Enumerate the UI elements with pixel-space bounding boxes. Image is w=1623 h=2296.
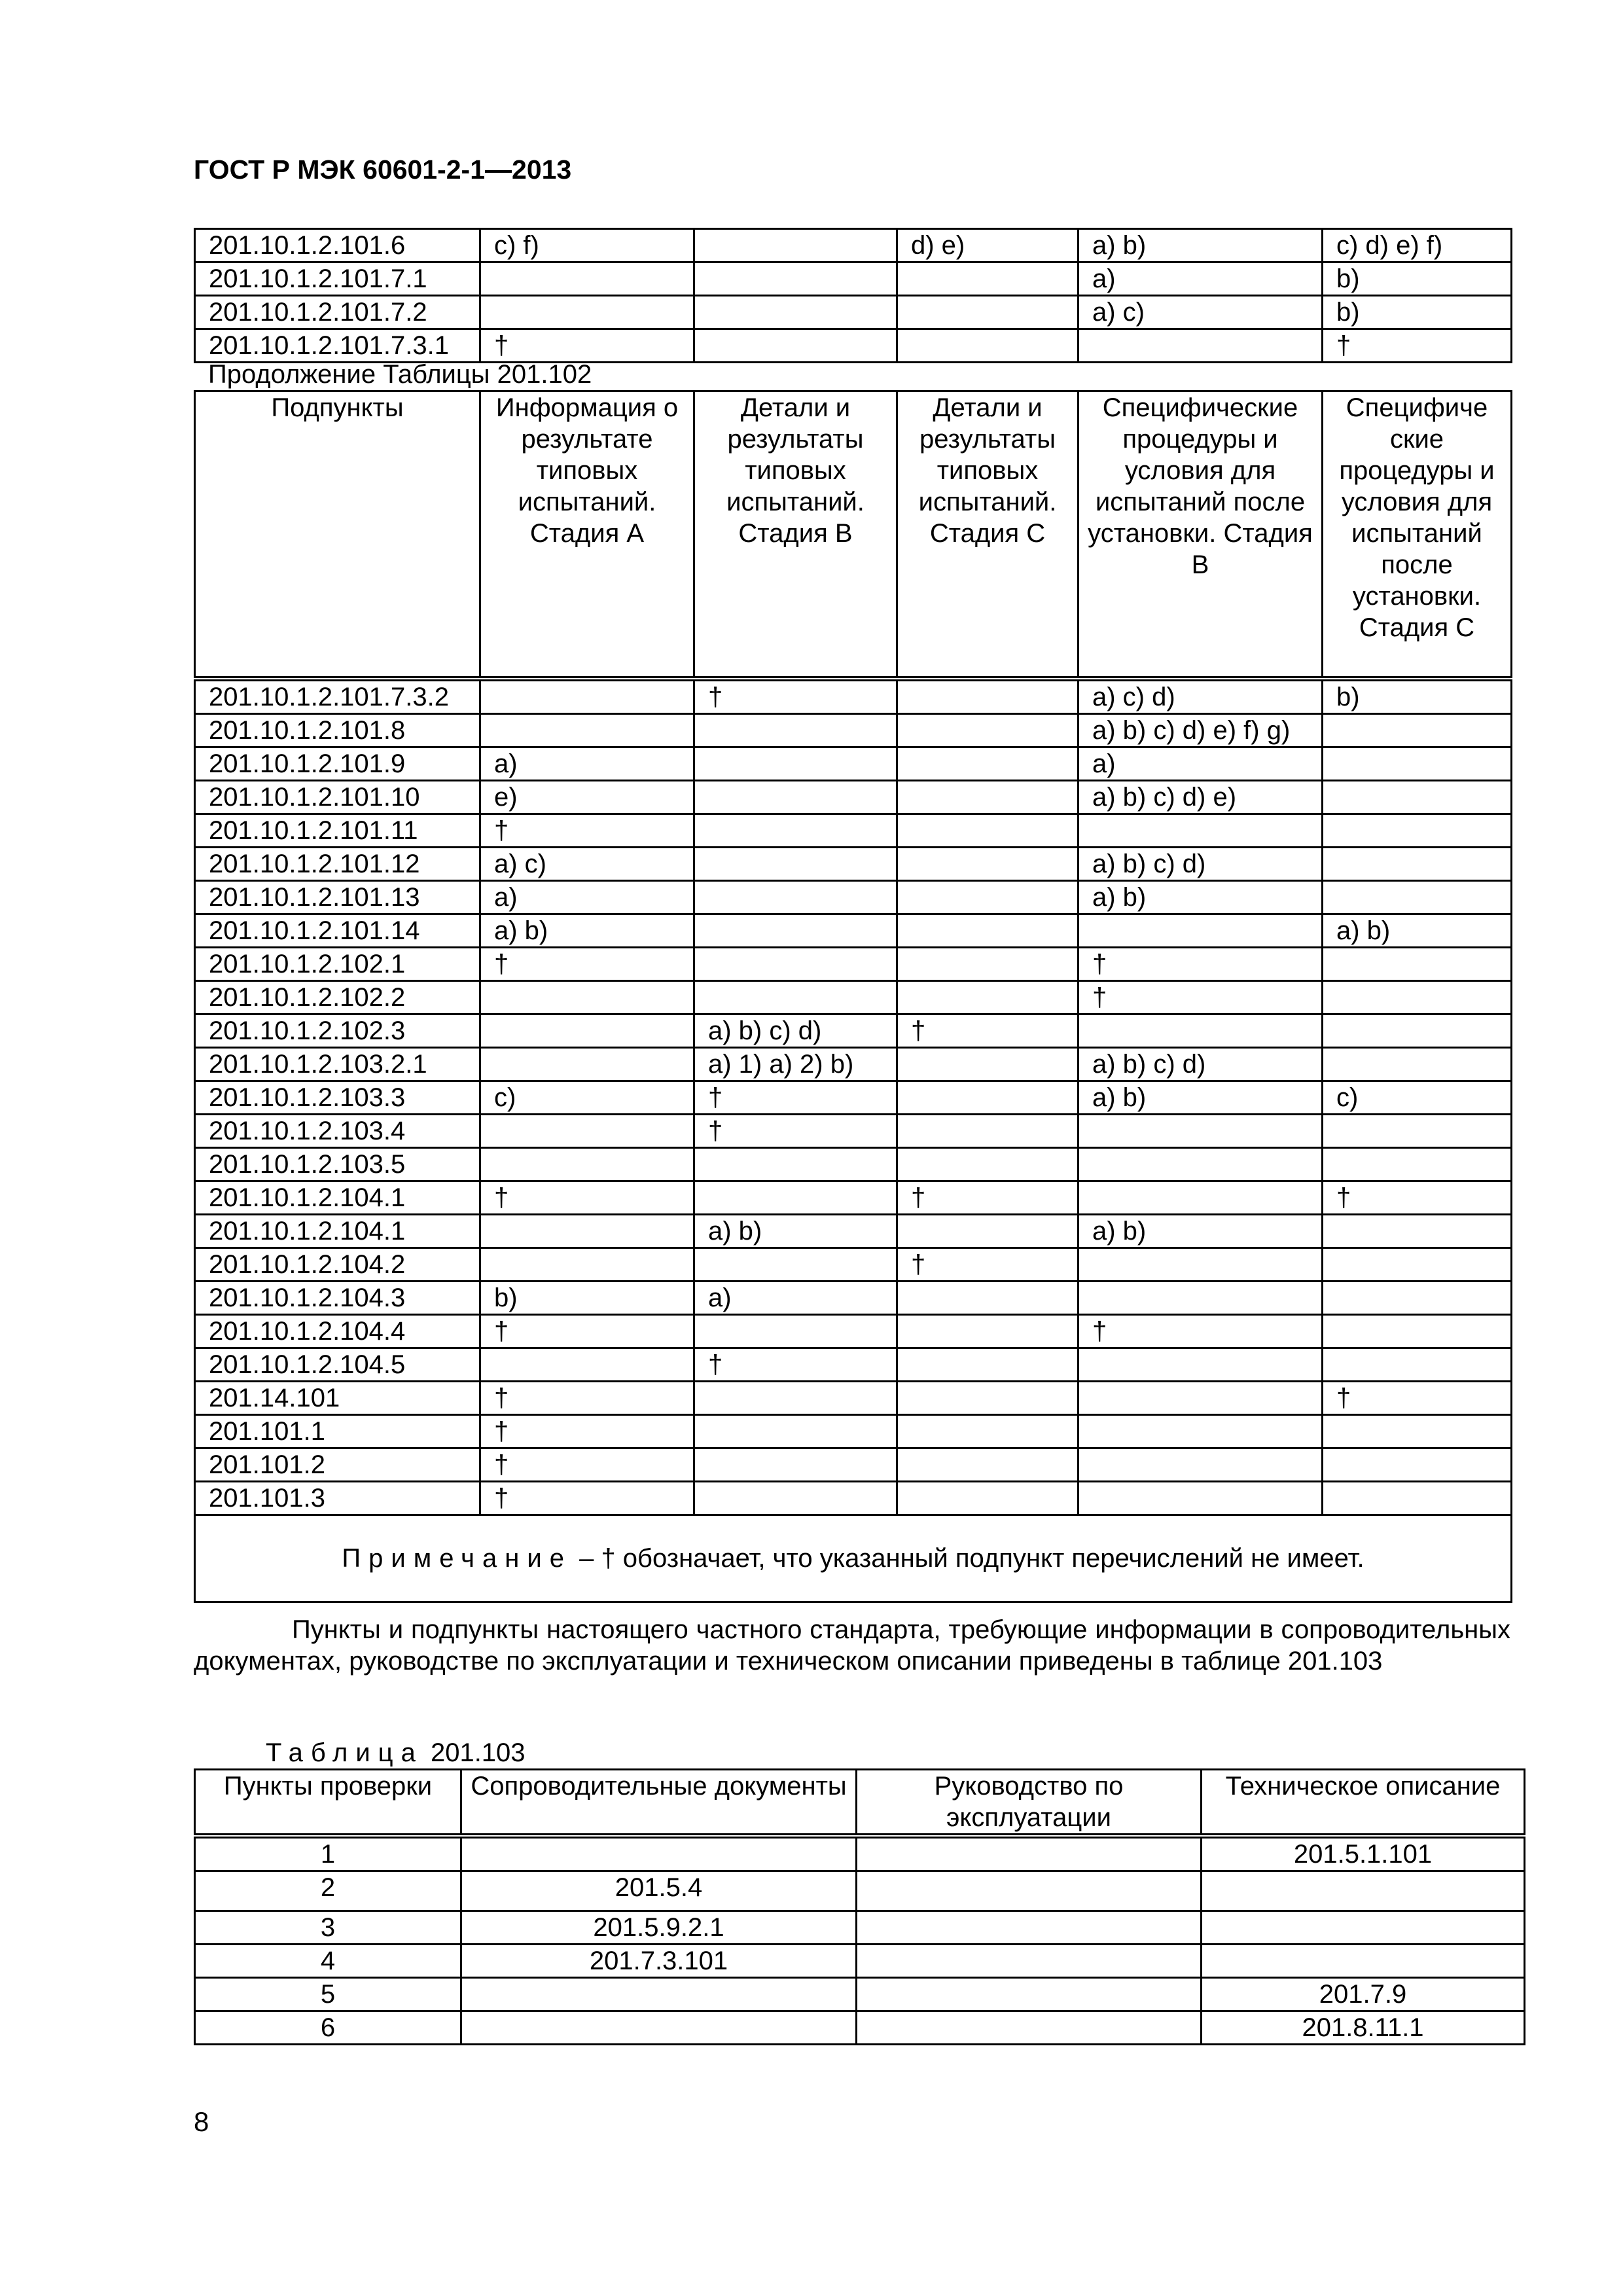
table-cell: 201.7.3.101 xyxy=(461,1945,857,1978)
table-cell xyxy=(1079,1482,1323,1515)
table-201-103 xyxy=(194,1768,1525,2045)
table-cell xyxy=(480,714,694,747)
table-cell: a) b) xyxy=(694,1215,897,1248)
row-label-cell: 201.10.1.2.101.9 xyxy=(195,747,480,781)
table-cell xyxy=(461,2011,857,2045)
table-note xyxy=(195,1515,1512,1602)
table-cell xyxy=(1323,1148,1512,1181)
table-row xyxy=(195,747,1512,781)
table-cell xyxy=(1079,1115,1323,1148)
table-cell xyxy=(1323,1282,1512,1315)
table-row xyxy=(195,814,1512,848)
row-label-cell: 201.10.1.2.101.11 xyxy=(195,814,480,848)
table-row xyxy=(195,1215,1512,1248)
table-cell xyxy=(1079,914,1323,948)
table-cell: e) xyxy=(480,781,694,814)
table-cell xyxy=(694,1248,897,1282)
table-row xyxy=(195,1415,1512,1448)
table-cell: a) c) d) xyxy=(1079,679,1323,714)
table-cell: a) b) xyxy=(480,914,694,948)
table-cell xyxy=(897,747,1079,781)
table-cell xyxy=(480,1148,694,1181)
table-cell xyxy=(1323,1415,1512,1448)
table-cell: a) xyxy=(1079,747,1323,781)
table-cell xyxy=(1323,781,1512,814)
row-label-cell: 201.10.1.2.101.12 xyxy=(195,848,480,881)
table-cell: a) b) c) d) xyxy=(1079,1048,1323,1081)
table-row xyxy=(195,1978,1525,2011)
row-label-cell: 3 xyxy=(195,1911,461,1945)
table-cell xyxy=(897,1415,1079,1448)
table-cell: † xyxy=(1323,329,1512,363)
page-number: 8 xyxy=(194,2106,209,2137)
table-cell xyxy=(694,747,897,781)
table-cell: a) b) c) d) e) xyxy=(1079,781,1323,814)
table-cell xyxy=(694,229,897,262)
column-header-stage-c-procedures: Специфиче ские процедуры и условия для испытаний после установки. Стадия С xyxy=(1323,391,1512,679)
row-label-cell: 201.10.1.2.104.1 xyxy=(195,1215,480,1248)
table-cell: 201.5.9.2.1 xyxy=(461,1911,857,1945)
table-row xyxy=(195,1348,1512,1382)
table-cell xyxy=(897,1215,1079,1248)
table-cell xyxy=(897,714,1079,747)
table-cell: c) d) e) f) xyxy=(1323,229,1512,262)
table-cell xyxy=(1079,1282,1323,1315)
table-cell xyxy=(694,781,897,814)
table-cell xyxy=(1323,1248,1512,1282)
table-row xyxy=(195,1871,1525,1911)
table-cell: † xyxy=(480,1315,694,1348)
row-label-cell: 6 xyxy=(195,2011,461,2045)
table-cell xyxy=(1323,1215,1512,1248)
table-row xyxy=(195,1836,1525,1871)
table-cell xyxy=(1323,1048,1512,1081)
table-cell xyxy=(1079,1415,1323,1448)
note-text: – † обозначает, что указанный подпункт перечислений не имеет. xyxy=(571,1544,1364,1573)
table-cell xyxy=(694,262,897,296)
table-cell xyxy=(897,262,1079,296)
table-cell: 201.8.11.1 xyxy=(1202,2011,1525,2045)
table-row xyxy=(195,1482,1512,1515)
table-cell xyxy=(480,679,694,714)
table-cell: c) f) xyxy=(480,229,694,262)
table-cell xyxy=(1079,329,1323,363)
table-cell xyxy=(857,1871,1202,1911)
table-cell: a) xyxy=(480,881,694,914)
table-cell xyxy=(480,1014,694,1048)
table-cell: † xyxy=(1079,981,1323,1014)
table-cell: a) c) xyxy=(1079,296,1323,329)
table-cell xyxy=(1323,881,1512,914)
table-cell xyxy=(461,1836,857,1871)
table-cell xyxy=(480,1348,694,1382)
table-row xyxy=(195,1014,1512,1048)
table-cell: † xyxy=(480,1482,694,1515)
table-cell xyxy=(1323,1448,1512,1482)
table-continuation-label: Продолжение Таблицы 201.102 xyxy=(208,360,592,389)
table-201-103-caption xyxy=(266,1737,526,1768)
table-cell: † xyxy=(694,679,897,714)
table-cell: a) b) xyxy=(1079,229,1323,262)
table-row xyxy=(195,2011,1525,2045)
table-cell xyxy=(694,881,897,914)
row-label-cell: 201.10.1.2.101.7.3.1 xyxy=(195,329,480,363)
table-cell xyxy=(694,1382,897,1415)
table-cell: a) b) c) d) xyxy=(694,1014,897,1048)
table-cell xyxy=(1323,714,1512,747)
table-cell xyxy=(694,1148,897,1181)
table-cell xyxy=(694,981,897,1014)
table-cell xyxy=(1323,948,1512,981)
table-cell: † xyxy=(694,1081,897,1115)
table-cell: † xyxy=(897,1014,1079,1048)
table-row xyxy=(195,1148,1512,1181)
row-label-cell: 201.10.1.2.101.6 xyxy=(195,229,480,262)
row-label-cell: 2 xyxy=(195,1871,461,1911)
table-cell: † xyxy=(480,814,694,848)
table-cell xyxy=(1079,1014,1323,1048)
table-cell: † xyxy=(480,1448,694,1482)
table-cell: a) b) xyxy=(1079,881,1323,914)
row-label-cell: 201.10.1.2.104.4 xyxy=(195,1315,480,1348)
table-note-row xyxy=(195,1515,1512,1602)
table-row xyxy=(195,914,1512,948)
table-cell xyxy=(897,1448,1079,1482)
table-cell xyxy=(1323,1014,1512,1048)
table-cell xyxy=(897,1148,1079,1181)
table-cell xyxy=(480,1048,694,1081)
table-row xyxy=(195,881,1512,914)
table-cell xyxy=(897,1482,1079,1515)
table-cell xyxy=(1079,1181,1323,1215)
table-row xyxy=(195,1911,1525,1945)
table-cell xyxy=(694,1448,897,1482)
table-cell xyxy=(897,1348,1079,1382)
table-row xyxy=(195,1081,1512,1115)
table-cell: 201.5.4 xyxy=(461,1871,857,1911)
table-cell: b) xyxy=(480,1282,694,1315)
table-cell xyxy=(897,1382,1079,1415)
row-label-cell: 201.10.1.2.101.7.3.2 xyxy=(195,679,480,714)
row-label-cell: 201.10.1.2.104.1 xyxy=(195,1181,480,1215)
table-cell: a) b) c) d) xyxy=(1079,848,1323,881)
table-cell xyxy=(1079,1382,1323,1415)
table-cell: a) xyxy=(480,747,694,781)
table-row xyxy=(195,1248,1512,1282)
column-header-user-manual: Руководство по эксплуатации xyxy=(857,1770,1202,1837)
row-label-cell: 1 xyxy=(195,1836,461,1871)
table-cell xyxy=(1323,981,1512,1014)
table-cell xyxy=(480,981,694,1014)
table-row xyxy=(195,262,1512,296)
table-cell: † xyxy=(480,1181,694,1215)
table-row xyxy=(195,1448,1512,1482)
note-label: Примечание xyxy=(342,1544,572,1573)
row-label-cell: 201.10.1.2.101.10 xyxy=(195,781,480,814)
table-cell: 201.5.1.101 xyxy=(1202,1836,1525,1871)
table-row xyxy=(195,296,1512,329)
table-row xyxy=(195,1945,1525,1978)
table-cell xyxy=(694,1482,897,1515)
table-cell xyxy=(897,981,1079,1014)
table-cell xyxy=(897,814,1079,848)
table-cell xyxy=(857,1945,1202,1978)
table-cell xyxy=(1323,1115,1512,1148)
column-header-stage-a-info: Информация о результате типовых испытаний. Стадия А xyxy=(480,391,694,679)
row-label-cell: 201.101.3 xyxy=(195,1482,480,1515)
table-cell: b) xyxy=(1323,262,1512,296)
table-row xyxy=(195,981,1512,1014)
table-cell: † xyxy=(1079,1315,1323,1348)
table-cell xyxy=(857,1911,1202,1945)
column-header-technical-description: Техническое описание xyxy=(1202,1770,1525,1837)
table-cell xyxy=(1323,747,1512,781)
table-cell xyxy=(694,296,897,329)
table-cell xyxy=(694,848,897,881)
table-cell: † xyxy=(694,1115,897,1148)
row-label-cell: 201.10.1.2.103.4 xyxy=(195,1115,480,1148)
table-cell xyxy=(1202,1911,1525,1945)
table-row xyxy=(195,948,1512,981)
table-cell xyxy=(857,2011,1202,2045)
table-cell xyxy=(897,679,1079,714)
table-cell xyxy=(897,329,1079,363)
table-cell xyxy=(1079,1148,1323,1181)
table-cell: a) b) c) d) e) f) g) xyxy=(1079,714,1323,747)
table-cell xyxy=(857,1978,1202,2011)
table-cell xyxy=(897,848,1079,881)
table-cell: a) b) xyxy=(1323,914,1512,948)
table-cell: a) b) xyxy=(1079,1081,1323,1115)
table-cell: b) xyxy=(1323,679,1512,714)
table-top-continuation xyxy=(194,228,1512,363)
table-cell xyxy=(897,914,1079,948)
row-label-cell: 201.10.1.2.104.2 xyxy=(195,1248,480,1282)
table-row xyxy=(195,1382,1512,1415)
table-cell xyxy=(897,296,1079,329)
table-cell xyxy=(1079,1348,1323,1382)
table-cell: † xyxy=(694,1348,897,1382)
row-label-cell: 201.10.1.2.102.3 xyxy=(195,1014,480,1048)
table-cell: c) xyxy=(1323,1081,1512,1115)
table-row xyxy=(195,1181,1512,1215)
table-cell xyxy=(694,1315,897,1348)
table-caption-word: Таблица xyxy=(266,1738,423,1767)
column-header-check-items: Пункты проверки xyxy=(195,1770,461,1837)
table-cell: a) 1) a) 2) b) xyxy=(694,1048,897,1081)
document-header: ГОСТ Р МЭК 60601-2-1—2013 xyxy=(194,154,572,185)
row-label-cell: 201.10.1.2.104.5 xyxy=(195,1348,480,1382)
table-cell xyxy=(897,1048,1079,1081)
table-row xyxy=(195,229,1512,262)
row-label-cell: 201.10.1.2.101.7.1 xyxy=(195,262,480,296)
table-row xyxy=(195,679,1512,714)
table-caption-number: 201.103 xyxy=(423,1738,526,1767)
table-row xyxy=(195,848,1512,881)
table-cell xyxy=(897,1282,1079,1315)
table-cell xyxy=(1323,814,1512,848)
table-cell xyxy=(480,296,694,329)
row-label-cell: 201.101.2 xyxy=(195,1448,480,1482)
table-header-row xyxy=(195,1770,1525,1837)
column-header-subclauses: Подпункты xyxy=(195,391,480,679)
table-cell: † xyxy=(1323,1382,1512,1415)
row-label-cell: 201.10.1.2.104.3 xyxy=(195,1282,480,1315)
table-row xyxy=(195,1115,1512,1148)
row-label-cell: 201.10.1.2.101.7.2 xyxy=(195,296,480,329)
column-header-stage-b-details: Детали и результаты типовых испытаний. Стадия В xyxy=(694,391,897,679)
table-cell xyxy=(694,948,897,981)
table-cell xyxy=(1202,1871,1525,1911)
table-cell: a) c) xyxy=(480,848,694,881)
table-row xyxy=(195,329,1512,363)
row-label-cell: 201.10.1.2.101.13 xyxy=(195,881,480,914)
table-cell xyxy=(1079,814,1323,848)
table-cell: † xyxy=(1323,1181,1512,1215)
table-cell: † xyxy=(897,1181,1079,1215)
table-cell xyxy=(1323,1482,1512,1515)
column-header-stage-c-details: Детали и результаты типовых испытаний. Стадия С xyxy=(897,391,1079,679)
table-cell xyxy=(694,1181,897,1215)
column-header-accompanying-documents: Сопроводительные документы xyxy=(461,1770,857,1837)
table-row xyxy=(195,1282,1512,1315)
table-cell xyxy=(694,329,897,363)
table-cell xyxy=(1079,1248,1323,1282)
table-cell xyxy=(897,1315,1079,1348)
table-cell xyxy=(1323,1315,1512,1348)
table-cell: a) xyxy=(1079,262,1323,296)
row-label-cell: 201.10.1.2.101.14 xyxy=(195,914,480,948)
table-cell xyxy=(694,714,897,747)
row-label-cell: 201.10.1.2.103.2.1 xyxy=(195,1048,480,1081)
table-cell xyxy=(480,1215,694,1248)
table-cell: † xyxy=(480,1382,694,1415)
table-cell: † xyxy=(480,329,694,363)
row-label-cell: 201.14.101 xyxy=(195,1382,480,1415)
table-cell: a) b) xyxy=(1079,1215,1323,1248)
row-label-cell: 4 xyxy=(195,1945,461,1978)
table-cell: † xyxy=(897,1248,1079,1282)
table-cell: 201.7.9 xyxy=(1202,1978,1525,2011)
table-cell xyxy=(897,781,1079,814)
row-label-cell: 201.10.1.2.101.8 xyxy=(195,714,480,747)
table-row xyxy=(195,781,1512,814)
table-201-102 xyxy=(194,390,1512,1603)
table-cell xyxy=(1323,1348,1512,1382)
table-cell: † xyxy=(1079,948,1323,981)
column-header-stage-b-procedures: Специфические процедуры и условия для испытаний после установки. Стадия В xyxy=(1079,391,1323,679)
table-cell xyxy=(694,914,897,948)
table-cell xyxy=(897,1115,1079,1148)
table-cell xyxy=(694,814,897,848)
table-cell xyxy=(1202,1945,1525,1978)
table-cell xyxy=(897,948,1079,981)
body-paragraph: Пункты и подпункты настоящего частного стандарта, требующие информации в сопроводительных документах, руководстве по эксплуатации и техническом описании приведены в таблице 201.103 xyxy=(194,1615,1510,1676)
table-cell xyxy=(461,1978,857,2011)
table-cell xyxy=(897,1081,1079,1115)
table-cell: † xyxy=(480,948,694,981)
table-row xyxy=(195,714,1512,747)
row-label-cell: 5 xyxy=(195,1978,461,2011)
table-cell xyxy=(857,1836,1202,1871)
row-label-cell: 201.10.1.2.102.2 xyxy=(195,981,480,1014)
row-label-cell: 201.101.1 xyxy=(195,1415,480,1448)
table-cell: b) xyxy=(1323,296,1512,329)
table-cell xyxy=(897,881,1079,914)
table-row xyxy=(195,1315,1512,1348)
table-cell xyxy=(480,262,694,296)
table-cell xyxy=(480,1115,694,1148)
table-cell: c) xyxy=(480,1081,694,1115)
table-cell xyxy=(1323,848,1512,881)
row-label-cell: 201.10.1.2.103.3 xyxy=(195,1081,480,1115)
row-label-cell: 201.10.1.2.102.1 xyxy=(195,948,480,981)
table-row xyxy=(195,1048,1512,1081)
table-cell xyxy=(694,1415,897,1448)
table-cell xyxy=(1079,1448,1323,1482)
table-header-row xyxy=(195,391,1512,679)
table-cell: d) e) xyxy=(897,229,1079,262)
row-label-cell: 201.10.1.2.103.5 xyxy=(195,1148,480,1181)
table-cell xyxy=(480,1248,694,1282)
table-cell: † xyxy=(480,1415,694,1448)
table-cell: a) xyxy=(694,1282,897,1315)
